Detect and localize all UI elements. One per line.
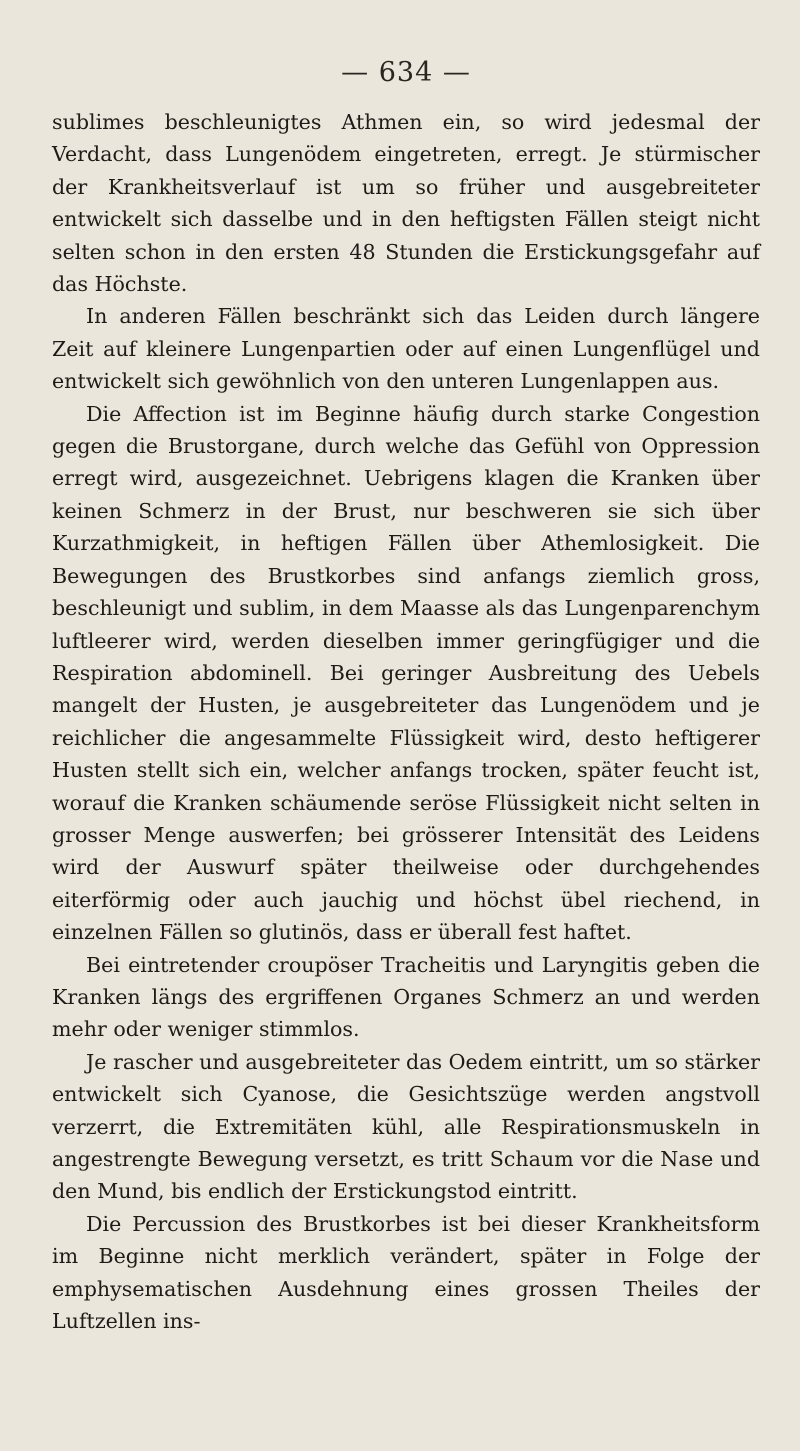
paragraph: Die Percussion des Brustkorbes ist bei dieser Krankheitsform im Beginne nicht merklich verändert, später in Folge der emphysematischen Ausdehnung eines grossen Theiles der Luftzellen ins- — [52, 1211, 760, 1334]
paragraph: In anderen Fällen beschränkt sich das Leiden durch längere Zeit auf kleinere Lungenpartien oder auf einen Lungenflügel und entwickelt sich gewöhnlich von den unteren Lungenlappen aus. — [52, 304, 760, 394]
page-number: — 634 — — [341, 57, 471, 88]
paragraph: sublimes beschleunigtes Athmen ein, so wird jedesmal der Verdacht, dass Lungenödem eingetreten, erregt. Je stürmischer der Krankheitsverlauf ist um so früher und ausgebreiteter entwickelt sich dasselbe und in den heftigsten Fällen steigt nicht selten schon in den ersten 48 Stunden die Erstickungsgefahr auf das Höchste. — [52, 110, 760, 297]
body-text — [52, 106, 760, 1337]
paragraph: Die Affection ist im Beginne häufig durch starke Congestion gegen die Brustorgane, durch welche das Gefühl von Oppression erregt wird, ausgezeichnet. Uebrigens klagen die Kranken über keinen Schmerz in der Brust, nur beschweren sie sich über Kurzathmigkeit, in heftigen Fällen über Athemlosigkeit. Die Bewegungen des Brustkorbes sind anfangs ziemlich gross, beschleunigt und sublim, in dem Maasse als das Lungenparenchym luftleerer wird, werden dieselben immer geringfügiger und die Respiration abdominell. Bei geringer Ausbreitung des Uebels mangelt der Husten, je ausgebreiteter das Lungenödem und je reichlicher die angesammelte Flüssigkeit wird, desto heftigerer Husten stellt sich ein, welcher anfangs trocken, später feucht ist, worauf die Kranken schäumende seröse Flüssigkeit nicht selten in grosser Menge auswerfen; bei grösserer Intensität des Leidens wird der Auswurf später theilweise oder durchgehendes eiterförmig oder auch jauchig und höchst übel riechend, in einzelnen Fällen so glutinös, dass er überall fest haftet. — [52, 401, 760, 945]
paragraph: Je rascher und ausgebreiteter das Oedem eintritt, um so stärker entwickelt sich Cyanose, die Gesichtszüge werden angstvoll verzerrt, die Extremitäten kühl, alle Respirationsmuskeln in angestrengte Bewegung versetzt, es tritt Schaum vor die Nase und den Mund, bis endlich der Erstickungstod eintritt. — [52, 1049, 760, 1204]
paragraph: Bei eintretender croupöser Tracheitis und Laryngitis geben die Kranken längs des ergriffenen Organes Schmerz an und werden mehr oder weniger stimmlos. — [52, 952, 760, 1042]
